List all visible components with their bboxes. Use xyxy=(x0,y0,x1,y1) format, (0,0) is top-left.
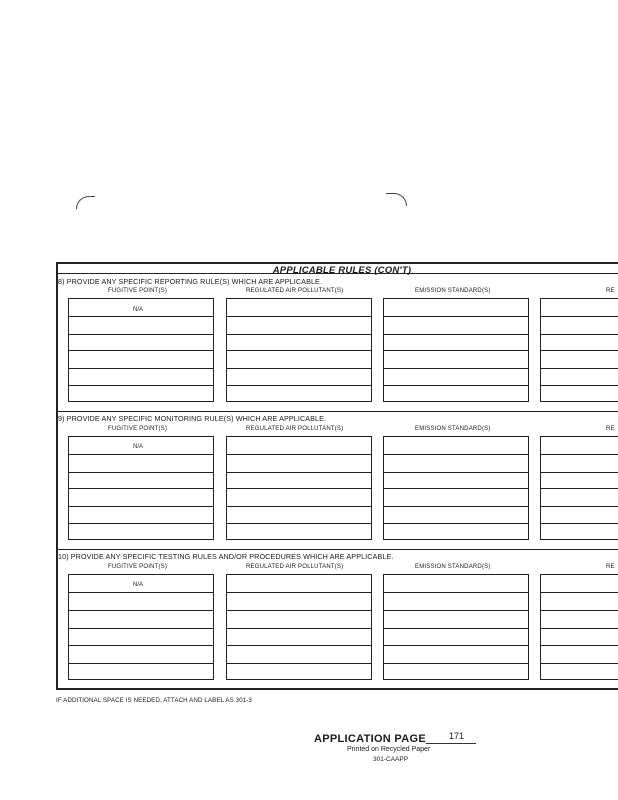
title-divider xyxy=(56,273,618,274)
col-regulated-air-pollutants: REGULATED AIR POLLUTANT(S) xyxy=(246,288,344,294)
section-8-fugitive-points-field[interactable] xyxy=(68,298,214,402)
form-number: 301-CAAPP xyxy=(373,756,409,763)
section-8-title: 8) PROVIDE ANY SPECIFIC REPORTING RULE(S) WHICH ARE APPLICABLE. xyxy=(58,277,323,286)
col-emission-standards: EMISSION STANDARD(S) xyxy=(415,288,491,294)
section-10-truncated-field[interactable] xyxy=(540,574,618,680)
na-entry: N/A xyxy=(133,307,144,313)
corner-mark-left xyxy=(76,196,95,209)
col-fugitive-points: FUGITIVE POINT(S) xyxy=(108,288,168,294)
na-entry: N/A xyxy=(133,444,144,450)
section-9-pollutants-field[interactable] xyxy=(226,436,372,540)
section-8-truncated-field[interactable] xyxy=(540,298,618,402)
col-fugitive-points: FUGITIVE POINT(S) xyxy=(108,426,168,432)
na-entry: N/A xyxy=(133,582,144,588)
col-emission-standards: EMISSION STANDARD(S) xyxy=(415,564,491,570)
section-10-title: 10) PROVIDE ANY SPECIFIC TESTING RULES AND/OR PROCEDURES WHICH ARE APPLICABLE. xyxy=(58,552,394,561)
col-emission-standards: EMISSION STANDARD(S) xyxy=(415,426,491,432)
application-page-label: APPLICATION PAGE xyxy=(314,733,426,745)
section-8-standards-field[interactable] xyxy=(383,298,529,402)
col-truncated: RE xyxy=(606,564,615,570)
page-number-line xyxy=(426,743,476,744)
section-divider xyxy=(56,411,618,412)
form-title: APPLICABLE RULES (CON'T) xyxy=(272,265,412,276)
section-9-truncated-field[interactable] xyxy=(540,436,618,540)
col-regulated-air-pollutants: REGULATED AIR POLLUTANT(S) xyxy=(246,564,344,570)
section-9-title: 9) PROVIDE ANY SPECIFIC MONITORING RULE(S) WHICH ARE APPLICABLE. xyxy=(58,414,327,423)
section-10-pollutants-field[interactable] xyxy=(226,574,372,680)
section-10-standards-field[interactable] xyxy=(383,574,529,680)
section-10-fugitive-points-field[interactable] xyxy=(68,574,214,680)
section-9-standards-field[interactable] xyxy=(383,436,529,540)
additional-space-note: IF ADDITIONAL SPACE IS NEEDED, ATTACH AND LABEL AS 301-3 xyxy=(56,697,252,704)
page-number: 171 xyxy=(449,731,465,741)
section-8-pollutants-field[interactable] xyxy=(226,298,372,402)
col-regulated-air-pollutants: REGULATED AIR POLLUTANT(S) xyxy=(246,426,344,432)
section-9-fugitive-points-field[interactable] xyxy=(68,436,214,540)
col-fugitive-points: FUGITIVE POINT(S) xyxy=(108,564,168,570)
col-truncated: RE xyxy=(606,288,615,294)
recycled-paper-note: Printed on Recycled Paper xyxy=(347,746,431,753)
section-divider xyxy=(56,549,618,550)
corner-mark-right xyxy=(386,193,407,206)
col-truncated: RE xyxy=(606,426,615,432)
